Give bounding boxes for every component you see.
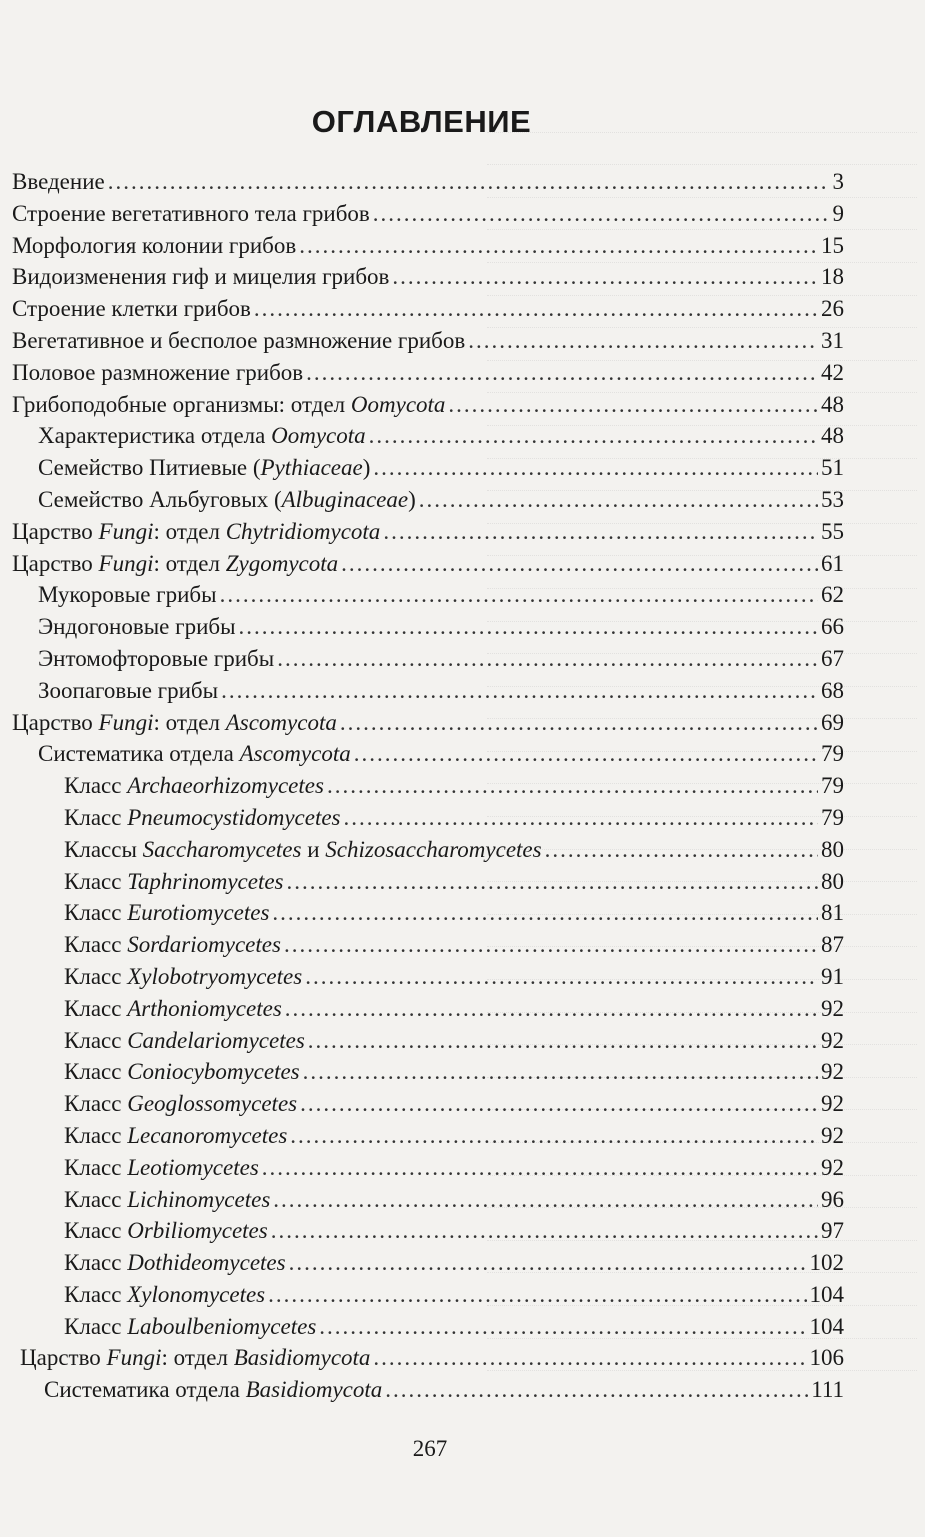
title-text: Класс [64,868,128,894]
latin-name: Basidiomycota [245,1377,383,1403]
toc-entry-page: 96 [821,1186,844,1212]
toc-entry-title [20,1345,370,1371]
toc-entry-title [38,487,416,513]
toc-entry-title [12,360,303,386]
dot-leader [303,1059,818,1085]
latin-name: Laboulbeniomycetes [127,1313,317,1339]
toc-entry-title [64,1059,300,1085]
dot-leader [284,932,818,958]
toc-entry-title [12,551,338,577]
title-text: Класс [64,1154,128,1180]
dot-leader [340,710,818,736]
toc-entry-title [38,646,274,672]
latin-name: Pneumocystidomycetes [127,804,341,830]
dot-leader [108,169,830,195]
toc-entry-title [12,519,380,545]
dot-leader [373,201,830,227]
toc-entry [12,964,844,996]
toc-entry-title [12,710,337,736]
toc-entry-page: 92 [821,1122,844,1148]
latin-name: Eurotiomycetes [127,900,270,926]
latin-name: Sordariomycetes [127,932,281,958]
title-text: Класс [64,1091,128,1117]
toc-entry-page: 3 [832,169,844,194]
toc-entry-page: 79 [821,804,844,830]
dot-leader [306,360,818,386]
toc-entry-title [12,264,389,290]
dot-leader [285,996,818,1022]
toc-entry [12,1187,844,1219]
toc-entry-title [64,964,302,990]
toc-entry-page: 79 [821,741,844,767]
dot-leader [277,646,818,672]
toc-entry [12,328,844,360]
toc-entry [12,1059,844,1091]
page-title: ОГЛАВЛЕНИЕ [311,104,532,139]
toc-entry-title [64,837,542,863]
title-text: Класс [64,963,128,989]
title-text: Класс [64,932,128,958]
latin-name: Saccharomycetes [142,836,302,862]
toc-entry [12,741,844,773]
toc-entry-title [64,1091,297,1117]
dot-leader [327,773,818,799]
title-text: Класс [64,1250,128,1276]
title-text: Вегетативное и бесполое размножение грибов [12,327,466,353]
dot-leader [319,1314,806,1340]
toc-entry-page: 104 [809,1281,844,1307]
toc-entry [12,678,844,710]
toc-entry-page: 92 [821,1091,844,1117]
toc-entry-title [12,169,105,195]
latin-name: Archaeorhizomycetes [127,773,324,799]
title-text: Царство [12,550,99,576]
title-text: : отдел [153,709,226,735]
dot-leader [369,423,818,449]
toc-entry-title [38,582,217,608]
toc-entry-title [38,614,236,640]
toc-entry-title [64,1250,286,1276]
toc-entry [12,1091,844,1123]
toc-entry-title [64,1187,270,1213]
toc-entry-page: 61 [821,550,844,576]
toc-entry [12,805,844,837]
latin-name: Lichinomycetes [127,1186,271,1212]
toc-entry-page: 42 [821,359,844,385]
toc-entry-title [38,455,370,481]
toc-entry-page: 53 [821,486,844,512]
toc-entry [12,392,844,424]
dot-leader [272,900,818,926]
latin-name: Fungi [106,1345,162,1371]
toc-entry-title [12,201,370,227]
toc-entry [12,551,844,583]
toc-entry [12,710,844,742]
toc-entry [12,996,844,1028]
dot-leader [289,1250,807,1276]
latin-name: Fungi [98,709,154,735]
toc-entry [12,233,844,265]
title-text: Класс [64,1027,128,1053]
toc-entry [12,1155,844,1187]
toc-entry-page: 92 [821,1059,844,1085]
title-text: Мукоровые грибы [38,582,217,608]
toc-entry-title [38,678,218,704]
toc-entry [12,169,844,201]
toc-entry-page: 31 [821,327,844,353]
title-text: Зоопаговые грибы [38,677,219,703]
dot-leader [268,1282,806,1308]
toc-entry [12,1123,844,1155]
title-text: Класс [64,1281,128,1307]
title-text: Энтомофторовые грибы [38,645,275,671]
toc-entry-page: 87 [821,932,844,958]
latin-name: Xylobotryomycetes [127,963,303,989]
toc-entry-page: 92 [821,995,844,1021]
title-text: Систематика отдела [38,741,240,767]
toc-entry-page: 102 [809,1250,844,1276]
latin-name: Candelariomycetes [127,1027,305,1053]
toc-entry-page: 80 [821,836,844,862]
toc-entry-title [64,805,341,831]
latin-name: Lecanoromycetes [127,1122,288,1148]
title-text: Класс [64,804,128,830]
toc-entry [12,264,844,296]
title-text: Царство [12,709,99,735]
dot-leader [308,1028,818,1054]
toc-entry-title [12,328,465,354]
dot-leader [273,1187,818,1213]
title-text: Царство [20,1345,107,1371]
latin-name: Orbiliomycetes [127,1218,268,1244]
toc-entry-title [64,1314,316,1340]
toc-entry [12,1250,844,1282]
title-text: : отдел [153,518,226,544]
toc-entry [12,1218,844,1250]
toc-entry-page: 92 [821,1154,844,1180]
dot-leader [287,869,818,895]
dot-leader [239,614,818,640]
toc-entry-page: 51 [821,455,844,481]
toc-entry-page: 104 [809,1313,844,1339]
dot-leader [221,678,818,704]
toc-entry [12,487,844,519]
toc-entry-title [64,1282,265,1308]
latin-name: Coniocybomycetes [127,1059,300,1085]
dot-leader [373,455,818,481]
toc-entry-page: 55 [821,518,844,544]
toc-entry [12,646,844,678]
latin-name: Ascomycota [225,709,337,735]
toc-entry-page: 106 [809,1345,844,1371]
table-of-contents [12,169,844,1409]
toc-entry-title [64,773,324,799]
title-text: Царство [12,518,99,544]
dot-leader [299,233,818,259]
dot-leader [392,264,818,290]
latin-name: Geoglossomycetes [127,1091,298,1117]
latin-name: Arthoniomycetes [127,995,282,1021]
toc-entry [12,582,844,614]
toc-entry [12,296,844,328]
latin-name: Fungi [98,550,154,576]
toc-entry [12,360,844,392]
toc-entry-page: 79 [821,773,844,799]
toc-entry-title [64,1218,268,1244]
title-text: : отдел [161,1345,234,1371]
title-text: Строение клетки грибов [12,296,251,322]
title-text: ) [362,455,371,481]
toc-entry [12,1377,844,1409]
toc-entry-page: 15 [821,232,844,258]
dot-leader [419,487,818,513]
title-text: и [301,836,326,862]
latin-name: Taphrinomycetes [127,868,284,894]
title-text: Класс [64,1059,128,1085]
toc-entry [12,1345,844,1377]
toc-entry [12,455,844,487]
toc-entry-page: 67 [821,645,844,671]
toc-entry-page: 48 [821,423,844,449]
toc-entry-title [64,900,269,926]
latin-name: Ascomycota [239,741,351,767]
latin-name: Oomycota [350,391,446,417]
toc-entry [12,519,844,551]
dot-leader [341,551,818,577]
toc-entry-page: 69 [821,709,844,735]
toc-entry-page: 97 [821,1218,844,1244]
title-text: Систематика отдела [44,1377,246,1403]
title-text: Видоизменения гиф и мицелия грибов [12,264,390,290]
latin-name: Zygomycota [225,550,339,576]
toc-entry-title [64,1123,287,1149]
toc-entry [12,869,844,901]
toc-entry [12,1314,844,1346]
latin-name: Oomycota [271,423,366,449]
dot-leader [383,519,818,545]
toc-entry [12,932,844,964]
dot-leader [300,1091,818,1117]
title-text: Введение [12,169,105,194]
dot-leader [271,1218,818,1244]
toc-entry-page: 81 [821,900,844,926]
dot-leader [262,1155,818,1181]
toc-entry-page: 9 [832,200,844,226]
dot-leader [468,328,818,354]
title-text: Класс [64,900,128,926]
toc-entry-title [64,869,284,895]
dot-leader [220,582,818,608]
latin-name: Pythiaceae [260,455,363,481]
toc-entry-page: 66 [821,614,844,640]
toc-entry-page: 26 [821,296,844,322]
title-text: ) [408,486,416,512]
dot-leader [373,1345,806,1371]
title-text: Класс [64,1218,128,1244]
toc-entry-page: 18 [821,264,844,290]
toc-entry-title [64,1155,259,1181]
latin-name: Albuginaceae [281,486,409,512]
latin-name: Fungi [98,518,154,544]
title-text: Класс [64,1186,128,1212]
latin-name: Basidiomycota [233,1345,371,1371]
dot-leader [385,1377,808,1403]
title-text: Классы [64,836,143,862]
title-text: Семейство Питиевые ( [38,455,261,481]
page-number: 267 [412,1436,448,1461]
toc-entry-page: 48 [821,391,844,417]
latin-name: Dothideomycetes [127,1250,286,1276]
toc-entry [12,837,844,869]
toc-entry-page: 92 [821,1027,844,1053]
dot-leader [290,1123,818,1149]
title-text: Класс [64,773,128,799]
toc-entry-page: 80 [821,868,844,894]
dot-leader [354,741,818,767]
title-text: Класс [64,1122,128,1148]
toc-entry-title [38,741,351,767]
title-text: Грибоподобные организмы: отдел [12,391,351,417]
dot-leader [545,837,818,863]
toc-entry [12,614,844,646]
latin-name: Schizosaccharomycetes [325,836,542,862]
title-text: Класс [64,995,128,1021]
toc-entry-title [44,1377,382,1403]
toc-entry-title [64,996,282,1022]
toc-entry-title [12,392,445,418]
latin-name: Xylonomycetes [127,1281,266,1307]
toc-entry [12,1028,844,1060]
title-text: Морфология колонии грибов [12,232,297,258]
toc-entry [12,201,844,233]
dot-leader [448,392,818,418]
title-text: Половое размножение грибов [12,359,304,385]
toc-entry [12,773,844,805]
toc-entry-title [12,233,296,259]
title-text: Класс [64,1313,128,1339]
toc-entry-title [64,932,281,958]
title-text: Характеристика отдела [38,423,272,449]
latin-name: Leotiomycetes [127,1154,259,1180]
toc-entry-page: 68 [821,677,844,703]
title-text: Эндогоновые грибы [38,614,236,640]
title-text: : отдел [153,550,226,576]
toc-entry [12,423,844,455]
dot-leader [305,964,818,990]
title-text: Строение вегетативного тела грибов [12,200,370,226]
toc-entry-page: 111 [811,1377,844,1403]
latin-name: Chytridiomycota [225,518,381,544]
toc-entry-title [64,1028,305,1054]
dot-leader [254,296,818,322]
toc-entry-title [12,296,251,322]
title-text: Семейство Альбуговых ( [38,486,282,512]
toc-entry [12,900,844,932]
toc-entry [12,1282,844,1314]
toc-entry-page: 62 [821,582,844,608]
dot-leader [344,805,818,831]
toc-entry-page: 91 [821,963,844,989]
toc-entry-title [38,423,366,449]
